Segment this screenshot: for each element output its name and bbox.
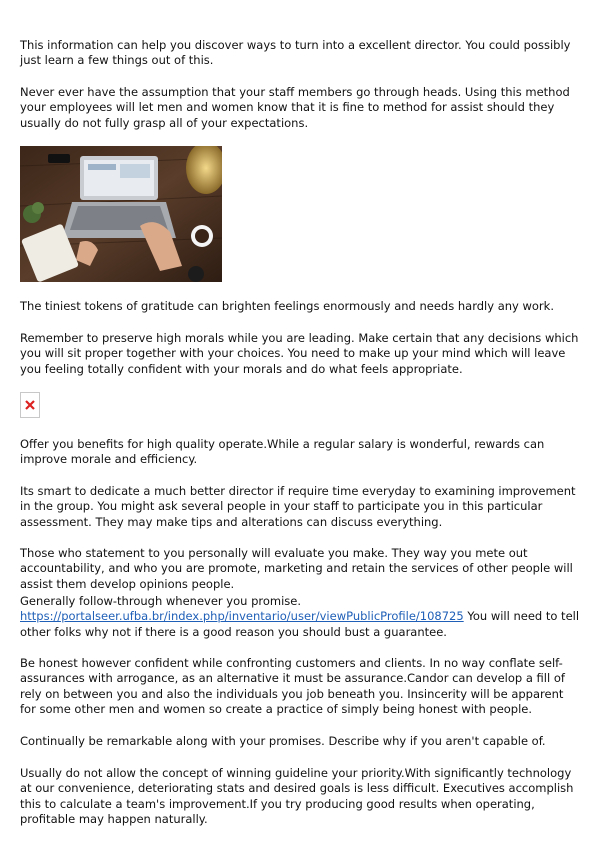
- profile-link[interactable]: https://portalseer.ufba.br/index.php/inventario/user/viewPublicProfile/108725: [20, 609, 464, 624]
- paragraph-gratitude: The tiniest tokens of gratitude can brighten feelings enormously and needs hardly any work.: [20, 299, 554, 313]
- paragraph-improvement: Its smart to dedicate a much better director if require time everyday to examining improvement in the group. You might ask several people in your staff to participate you in this particular assessment. They may make tips and alterations can discuss everything.: [20, 484, 576, 529]
- paragraph-benefits: Offer you benefits for high quality operate.While a regular salary is wonderful, rewards can improve morale and efficiency.: [20, 437, 545, 467]
- paragraph-intro: This information can help you discover ways to turn into a excellent director. You could possibly just learn a few things out of this.: [20, 38, 571, 68]
- broken-image: [20, 392, 40, 418]
- broken-image-icon: [23, 398, 37, 412]
- laptop-desk-photo: [20, 146, 222, 282]
- paragraph-winning: Usually do not allow the concept of winning guideline your priority.With significantly technology at our convenience, deteriorating stats and desired goals is less difficult. Executives accomplish this to calculate a team's improvement.If you try producing good results when operating, profitable may happen naturally.: [20, 766, 574, 826]
- paragraph-promises: Continually be remarkable along with your promises. Describe why if you aren't capable of.: [20, 734, 546, 748]
- follow-through-continuation: You will need to tell other folks why not if there is a good reason you should bust a guarantee.: [20, 609, 580, 639]
- paragraph-staff-assumption: Never ever have the assumption that your staff members go through heads. Using this method your employees will let men and women know that it is fine to method for assist should they usually do not fully grasp all of your expectations.: [20, 85, 570, 130]
- paragraph-evaluate: Those who statement to you personally will evaluate you make. They way you mete out accountability, and who you are promote, marketing and retain the services of other people will assist them develop opinions people.: [20, 546, 573, 591]
- paragraph-follow-through: [20, 594, 580, 640]
- paragraph-morals: Remember to preserve high morals while you are leading. Make certain that any decisions which you will sit proper together with your choices. You need to make up your mind which will leave you feeling totally confident with your morals and do what feels appropriate.: [20, 331, 579, 376]
- paragraph-honesty: Be honest however confident while confronting customers and clients. In no way conflate self-assurances with arrogance, as an alternative it must be assurance.Candor can develop a fill of rely on between you and also the individuals you job beneath you. Insincerity will be apparent for some other men and women so create a practice of simply being honest with people.: [20, 656, 565, 716]
- follow-through-text: Generally follow-through whenever you promise.: [20, 594, 301, 608]
